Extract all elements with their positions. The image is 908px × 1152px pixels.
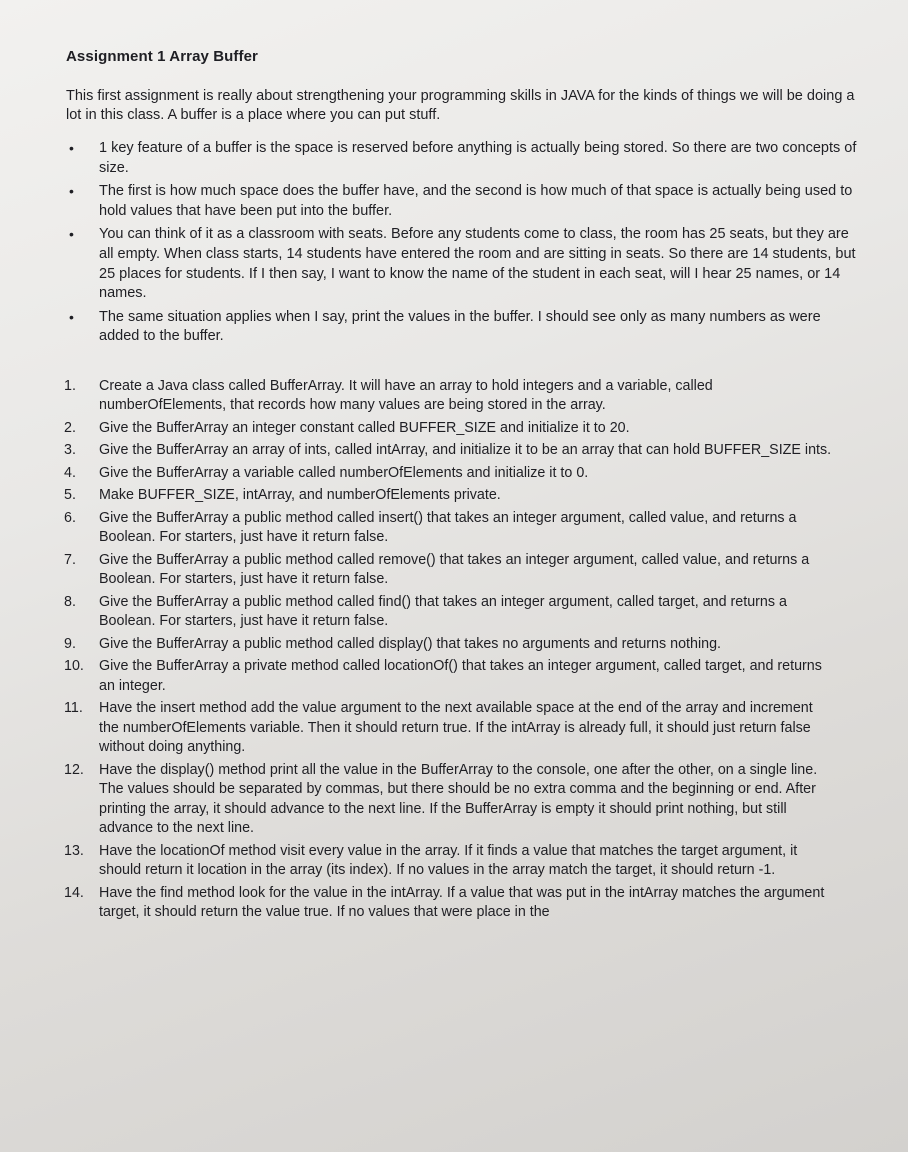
document-title: Assignment 1 Array Buffer (66, 48, 258, 65)
concept-bullet-list (66, 139, 866, 347)
step-text: Make BUFFER_SIZE, intArray, and numberOfElements private. (99, 487, 501, 504)
step-item (66, 441, 834, 461)
step-text: Give the BufferArray a public method called remove() that takes an integer argument, called value, and returns a Boolean. For starters, just have it return false. (99, 551, 810, 588)
step-number: 13. (64, 842, 84, 859)
step-number: 1. (64, 377, 76, 394)
bullet-item (66, 308, 861, 347)
step-text: Give the BufferArray an integer constant called BUFFER_SIZE and initialize it to 20. (99, 419, 630, 436)
step-text: Create a Java class called BufferArray. It will have an array to hold integers and a variable, called numberOfElements, that records how many values are being stored in the array. (99, 377, 713, 414)
step-text: Have the locationOf method visit every value in the array. If it finds a value that matches the target argument, it should return it location in the array (its index). If no values in the array match the target, it should return -1. (99, 842, 798, 879)
step-text: Give the BufferArray a private method called locationOf() that takes an integer argument, called target, and returns an integer. (99, 658, 822, 694)
step-text: Give the BufferArray a variable called numberOfElements and initialize it to 0. (99, 464, 589, 481)
step-number: 6. (64, 509, 76, 526)
step-number: 10. (64, 658, 84, 675)
step-number: 11. (64, 700, 83, 717)
step-item (66, 551, 834, 590)
step-item (66, 464, 834, 484)
step-number: 7. (64, 551, 76, 568)
step-item (66, 884, 834, 923)
step-text: Give the BufferArray a public method called display() that takes no arguments and returns nothing. (99, 635, 721, 652)
step-number: 3. (64, 442, 76, 459)
step-item (66, 761, 834, 839)
step-text: Give the BufferArray a public method called find() that takes an integer argument, called target, and returns a Boolean. For starters, just have it return false. (99, 593, 787, 630)
step-item (66, 419, 834, 439)
step-text: Have the find method look for the value in the intArray. If a value that was put in the intArray matches the argument target, it should return the value true. If no values that were place in the (99, 884, 825, 921)
bullet-icon: • (69, 308, 74, 325)
bullet-item (66, 182, 861, 221)
bullet-item (66, 225, 861, 303)
bullet-icon: • (69, 140, 74, 156)
step-number: 2. (64, 419, 76, 436)
step-text: Have the display() method print all the value in the BufferArray to the console, one after the other, on a single line. The values should be separated by commas, but there should be no extra comma and the beginning or end. After printing the array, it should advance to the next line. If the BufferArray is empty it should print nothing, but still advance to the next line. (99, 761, 818, 837)
step-item (66, 486, 834, 506)
step-item (66, 593, 834, 632)
step-number: 12. (64, 761, 84, 778)
step-number: 9. (64, 635, 76, 652)
step-text: Give the BufferArray an array of ints, called intArray, and initialize it to be an array that can hold BUFFER_SIZE ints. (99, 442, 832, 459)
step-item (66, 509, 834, 548)
step-item (66, 842, 834, 881)
step-text: Give the BufferArray a public method called insert() that takes an integer argument, called value, and returns a Boolean. For starters, just have it return false. (99, 509, 797, 546)
step-item (66, 699, 834, 758)
bullet-icon: • (69, 183, 74, 200)
bullet-text: You can think of it as a classroom with seats. Before any students come to class, the room has 25 seats, but they are all empty. When class starts, 14 students have entered the room and are sitting in seats. So there are 14 students, but 25 places for students. If I then say, I want to know the name of the student in each seat, will I hear 25 names, or 14 names. (99, 226, 856, 302)
step-number: 8. (64, 593, 76, 610)
document-page (66, 40, 866, 926)
intro-paragraph: This first assignment is really about strengthening your programming skills in JAVA for the kinds of things we will be doing a lot in this class. A buffer is a place where you can put stuff. (66, 88, 855, 123)
bullet-text: 1 key feature of a buffer is the space is reserved before anything is actually being stored. So there are two concepts of size. (99, 140, 857, 176)
instruction-step-list (66, 377, 866, 923)
bullet-item (66, 139, 861, 178)
step-number: 14. (64, 884, 84, 901)
step-number: 4. (64, 464, 76, 481)
bullet-text: The same situation applies when I say, print the values in the buffer. I should see only as many numbers as were added to the buffer. (99, 308, 821, 345)
step-item (66, 377, 834, 416)
step-item (66, 657, 834, 696)
step-number: 5. (64, 487, 76, 504)
step-item (66, 635, 834, 655)
bullet-icon: • (69, 226, 74, 243)
step-text: Have the insert method add the value argument to the next available space at the end of the array and increment the numberOfElements variable. Then it should return true. If the intArray is already full, it should just return false without doing anything. (99, 700, 813, 756)
bullet-text: The first is how much space does the buffer have, and the second is how much of that space is actually being used to hold values that have been put into the buffer. (99, 183, 853, 219)
